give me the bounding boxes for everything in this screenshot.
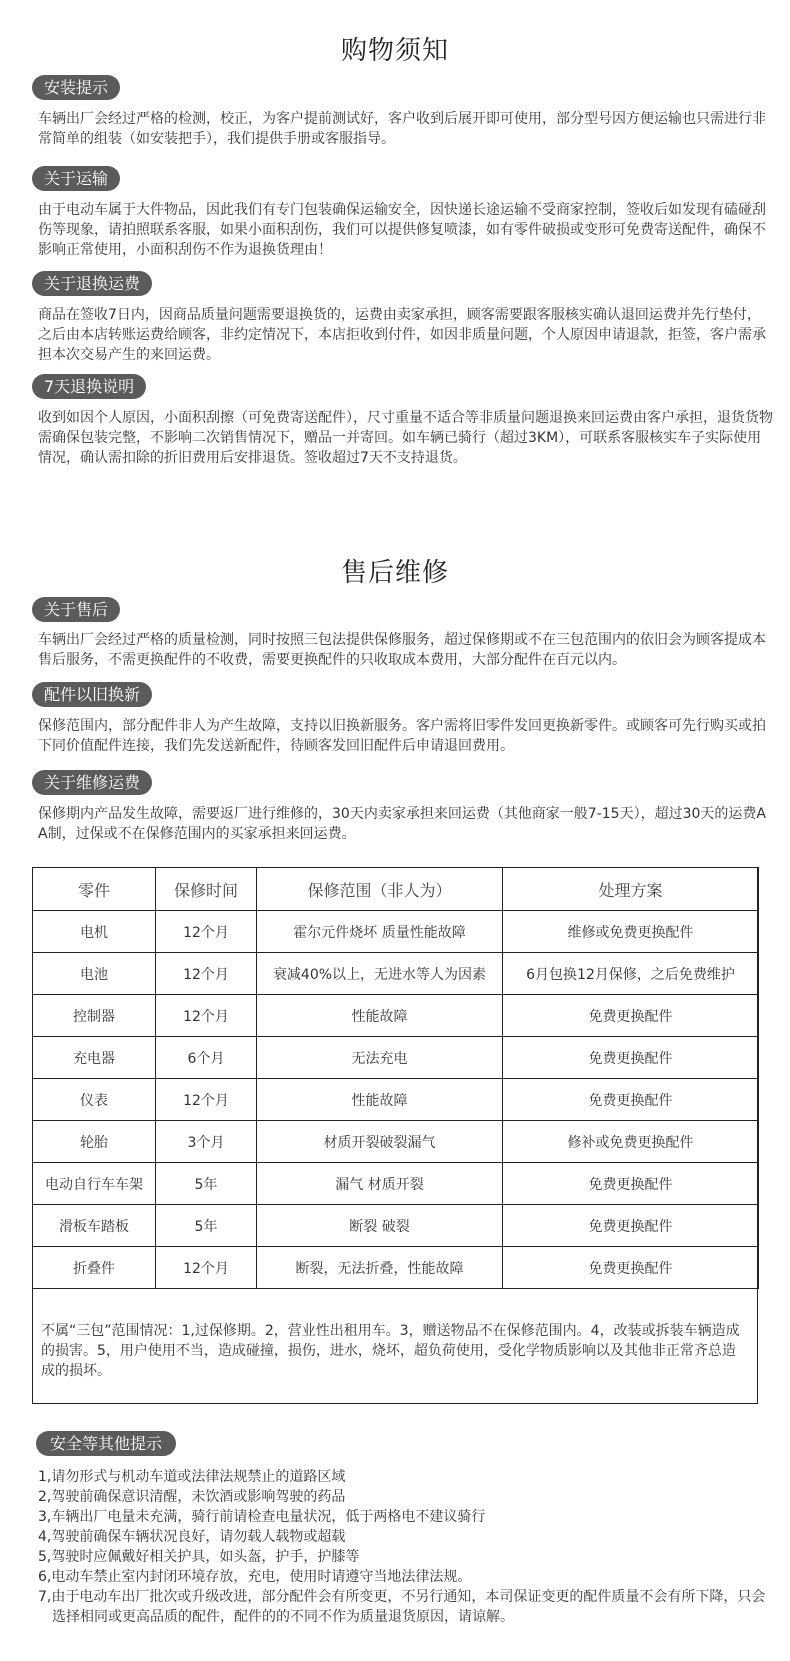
warranty-grid	[32, 867, 759, 1289]
cell-period: 12个月	[156, 995, 257, 1037]
cell-part: 电池	[33, 953, 156, 995]
list-item: 7,由于电动车出厂批次或升级改进，部分配件会有所变更，不另行通知，本司保证变更的配件质量不会有所下降，只会选择相同或更高品质的配件，配件的的不同不作为质量退货原因，请谅解。	[38, 1589, 766, 1625]
table-row	[33, 1247, 759, 1289]
table-row	[33, 953, 759, 995]
cell-period: 6个月	[156, 1037, 257, 1079]
cell-solution: 修补或免费更换配件	[503, 1121, 759, 1163]
cell-period: 12个月	[156, 1247, 257, 1289]
cell-part: 电机	[33, 911, 156, 953]
header-solution: 处理方案	[503, 868, 759, 911]
cell-solution: 免费更换配件	[503, 1163, 759, 1205]
cell-period: 12个月	[156, 1079, 257, 1121]
cell-scope: 断裂 破裂	[257, 1205, 503, 1247]
safety-tips-list	[38, 1467, 774, 1627]
cell-solution: 6月包换12月保修，之后免费维护	[503, 953, 759, 995]
cell-period: 12个月	[156, 911, 257, 953]
pill-repair-shipping: 关于维修运费	[32, 770, 152, 795]
para-7day-return: 收到如因个人原因，小面积刮擦（可免费寄送配件），尺寸重量不适合等非质量问题退换来回运费由客户承担，退货货物需确保包装完整，不影响二次销售情况下，赠品一并寄回。如车辆已骑行（超过3KM），可联系客服核实车子实际使用情况，确认需扣除的折旧费用后安排退货。签收超过7天不支持退货。	[38, 410, 773, 466]
cell-part: 滑板车踏板	[33, 1205, 156, 1247]
table-row	[33, 911, 759, 953]
cell-scope: 材质开裂破裂漏气	[257, 1121, 503, 1163]
cell-scope: 性能故障	[257, 1079, 503, 1121]
cell-scope: 性能故障	[257, 995, 503, 1037]
cell-scope: 无法充电	[257, 1037, 503, 1079]
table-row	[33, 1121, 759, 1163]
cell-part: 电动自行车车架	[33, 1163, 156, 1205]
list-item: 2,驾驶前确保意识清醒，未饮酒或影响驾驶的药品	[38, 1489, 346, 1505]
warranty-exclusions-note: 不属“三包”范围情况：1,过保修期。2，营业性出租用车。3，赠送物品不在保修范围内。4，改装或拆装车辆造成的损害。5，用户使用不当，造成碰撞，损伤，进水，烧坏，超负荷使用，受化学物质影响以及其他非正常齐总造成的损坏。	[41, 1323, 740, 1379]
cell-scope: 漏气 材质开裂	[257, 1163, 503, 1205]
para-repair-shipping: 保修期内产品发生故障，需要返厂进行维修的，30天内卖家承担来回运费（其他商家一般7-15天），超过30天的运费AA制，过保或不在保修范围内的买家承担来回运费。	[38, 806, 766, 842]
table-row	[33, 1079, 759, 1121]
cell-scope: 断裂，无法折叠，性能故障	[257, 1247, 503, 1289]
cell-solution: 免费更换配件	[503, 1079, 759, 1121]
cell-solution: 免费更换配件	[503, 1247, 759, 1289]
cell-part: 控制器	[33, 995, 156, 1037]
warranty-table	[32, 867, 758, 1404]
para-return-shipping: 商品在签收7日内，因商品质量问题需要退换货的，运费由卖家承担，顾客需要跟客服核实确认退回运费并先行垫付，之后由本店转账运费给顾客，非约定情况下，本店拒收到付件，如因非质量问题，个人原因申请退款，拒签，客户需承担本次交易产生的来回运费。	[38, 307, 766, 363]
pill-aftersale: 关于售后	[32, 597, 120, 622]
pill-trade-in: 配件以旧换新	[32, 682, 152, 707]
list-item: 4,驾驶前确保车辆状况良好，请勿载人载物或超载	[38, 1529, 346, 1545]
cell-scope: 霍尔元件烧坏 质量性能故障	[257, 911, 503, 953]
cell-solution: 维修或免费更换配件	[503, 911, 759, 953]
cell-scope: 衰减40%以上，无进水等人为因素	[257, 953, 503, 995]
header-warranty-scope: 保修范围（非人为）	[257, 868, 503, 911]
pill-7day-return: 7天退换说明	[32, 374, 146, 399]
cell-period: 5年	[156, 1205, 257, 1247]
para-aftersale: 车辆出厂会经过严格的质量检测，同时按照三包法提供保修服务，超过保修期或不在三包范围内的依旧会为顾客提成本售后服务，不需更换配件的不收费，需要更换配件的只收取成本费用，大部分配件在百元以内。	[38, 632, 766, 668]
list-item: 1,请勿形式与机动车道或法律法规禁止的道路区域	[38, 1469, 346, 1485]
pill-install-tips: 安装提示	[32, 75, 120, 100]
list-item: 5,驾驶时应佩戴好相关护具，如头盔，护手，护膝等	[38, 1549, 360, 1565]
para-trade-in: 保修范围内，部分配件非人为产生故障，支持以旧换新服务。客户需将旧零件发回更换新零件。或顾客可先行购买或拍下同价值配件连接，我们先发送新配件，待顾客发回旧配件后申请退回费用。	[38, 718, 766, 754]
pill-shipping: 关于运输	[32, 166, 120, 191]
list-item: 6,电动车禁止室内封闭环境存放，充电，使用时请遵守当地法律法规。	[38, 1569, 472, 1585]
cell-period: 12个月	[156, 953, 257, 995]
table-row	[33, 1037, 759, 1079]
cell-part: 轮胎	[33, 1121, 156, 1163]
table-row	[33, 995, 759, 1037]
cell-solution: 免费更换配件	[503, 1205, 759, 1247]
shopping-title: 购物须知	[340, 36, 449, 66]
pill-return-shipping: 关于退换运费	[32, 271, 152, 296]
table-row	[33, 1205, 759, 1247]
para-install-tips: 车辆出厂会经过严格的检测，校正，为客户提前测试好，客户收到后展开即可使用，部分型号因方便运输也只需进行非常简单的组装（如安装把手），我们提供手册或客服指导。	[38, 111, 766, 147]
cell-period: 3个月	[156, 1121, 257, 1163]
para-shipping: 由于电动车属于大件物品，因此我们有专门包装确保运输安全，因快递长途运输不受商家控制，签收后如发现有磕碰刮伤等现象，请拍照联系客服，如果小面积刮伤，我们可以提供修复喷漆，如有零件破损或变形可免费寄送配件，确保不影响正常使用，小面积刮伤不作为退换货理由！	[38, 202, 766, 258]
pill-safety-tips: 安全等其他提示	[36, 1431, 176, 1456]
cell-part: 折叠件	[33, 1247, 156, 1289]
list-item: 3,车辆出厂电量未充满，骑行前请检查电量状况，低于两格电不建议骑行	[38, 1509, 486, 1525]
header-part: 零件	[33, 868, 156, 911]
cell-part: 充电器	[33, 1037, 156, 1079]
cell-solution: 免费更换配件	[503, 1037, 759, 1079]
header-warranty-period: 保修时间	[156, 868, 257, 911]
table-header-row	[33, 868, 759, 911]
cell-part: 仪表	[33, 1079, 156, 1121]
table-row	[33, 1163, 759, 1205]
aftersale-title: 售后维修	[340, 558, 449, 588]
cell-period: 5年	[156, 1163, 257, 1205]
cell-solution: 免费更换配件	[503, 995, 759, 1037]
